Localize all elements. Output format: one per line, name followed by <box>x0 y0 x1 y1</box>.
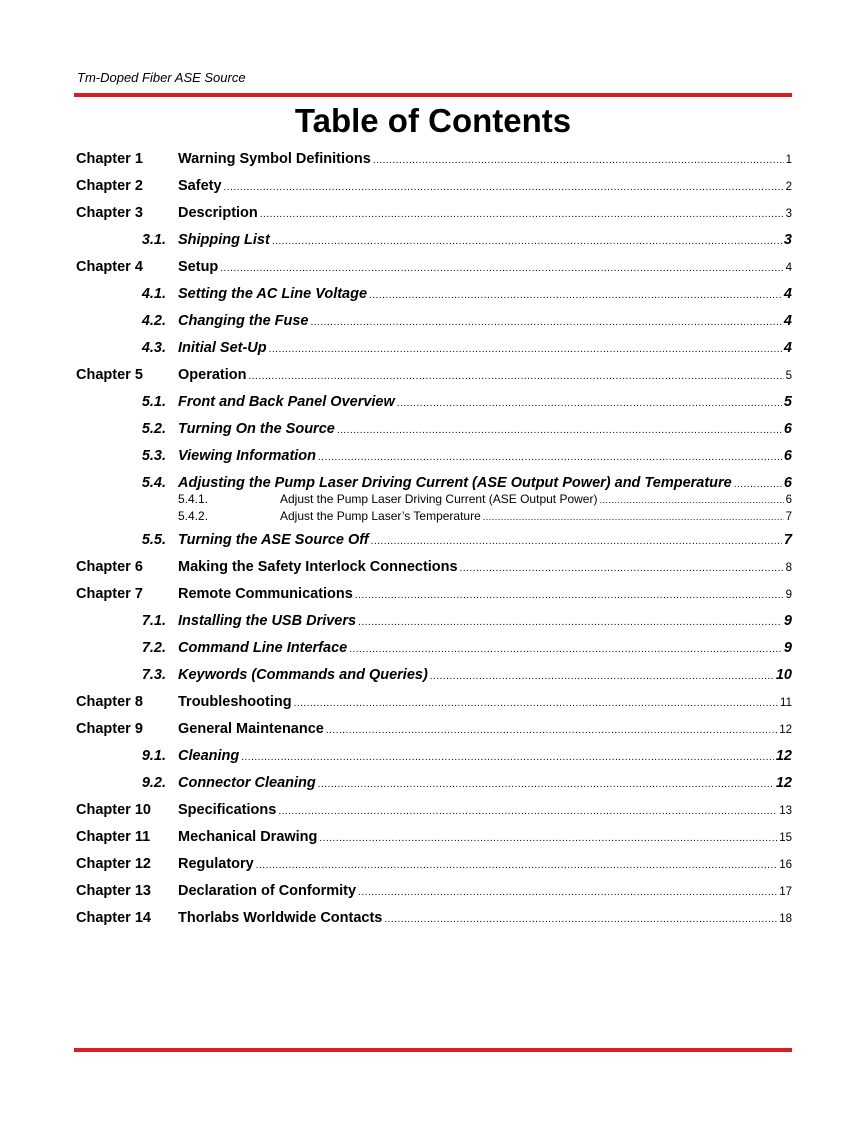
toc-entry-chapter[interactable] <box>76 824 792 851</box>
toc-entry-chapter[interactable] <box>76 173 792 200</box>
dot-leader <box>220 255 783 282</box>
toc-entry-page: 16 <box>779 859 792 871</box>
toc-entry-title: Troubleshooting <box>178 694 292 710</box>
toc-entry-page: 9 <box>785 589 792 601</box>
toc-entry-page: 12 <box>775 775 792 791</box>
header-rule <box>74 93 792 97</box>
dot-leader <box>241 744 774 771</box>
toc-entry-title: Safety <box>178 178 222 194</box>
toc-entry-number: 3.1. <box>141 232 166 248</box>
toc-entry-page: 4 <box>783 340 792 356</box>
toc-entry-title: Turning the ASE Source Off <box>178 532 369 548</box>
toc-entry-page: 12 <box>779 724 792 736</box>
toc-entry-page: 4 <box>783 286 792 302</box>
dot-leader <box>272 228 782 255</box>
toc-entry-page: 9 <box>783 613 792 629</box>
toc-entry-number: 7.2. <box>141 640 166 656</box>
toc-entry-title: Keywords (Commands and Queries) <box>178 667 428 683</box>
toc-entry-section[interactable] <box>76 443 792 470</box>
dot-leader <box>224 174 784 201</box>
dot-leader <box>349 636 782 663</box>
toc-entry-chapter[interactable] <box>76 200 792 227</box>
toc-entry-page: 6 <box>783 421 792 437</box>
toc-entry-title: Regulatory <box>178 856 254 872</box>
dot-leader <box>599 492 783 509</box>
dot-leader <box>358 609 782 636</box>
toc-entry-page: 5 <box>783 394 792 410</box>
toc-entry-chapter[interactable] <box>76 254 792 281</box>
toc-entry-page: 5 <box>785 370 792 382</box>
toc-entry-number: 9.2. <box>141 775 166 791</box>
toc-entry-section[interactable] <box>76 635 792 662</box>
toc-entry-chapter[interactable] <box>76 362 792 389</box>
toc-entry-title: Mechanical Drawing <box>178 829 318 845</box>
toc-entry-number: Chapter 7 <box>76 586 143 602</box>
dot-leader <box>397 390 782 417</box>
toc-entry-page: 15 <box>779 832 792 844</box>
dot-leader <box>460 555 784 582</box>
toc-entry-page: 12 <box>775 748 792 764</box>
toc-entry-section[interactable] <box>76 527 792 554</box>
dot-leader <box>369 282 782 309</box>
toc-entry-title: Specifications <box>178 802 277 818</box>
toc-entry-title: Initial Set-Up <box>178 340 267 356</box>
toc-entry-title: General Maintenance <box>178 721 324 737</box>
dot-leader <box>430 663 774 690</box>
toc-entry-number: 4.2. <box>141 313 166 329</box>
toc-entry-page: 8 <box>785 562 792 574</box>
toc-entry-number: Chapter 5 <box>76 367 143 383</box>
toc-entry-section[interactable] <box>76 389 792 416</box>
toc-entry-number: 4.3. <box>141 340 166 356</box>
toc-entry-page: 13 <box>779 805 792 817</box>
toc-entry-number: 9.1. <box>141 748 166 764</box>
dot-leader <box>294 690 778 717</box>
toc-entry-sub[interactable] <box>76 508 792 525</box>
toc-entry-title: Setup <box>178 259 219 275</box>
toc-entry-number: 5.4.1. <box>178 492 209 506</box>
toc-entry-sub[interactable] <box>76 491 792 508</box>
toc-entry-page: 11 <box>780 697 792 709</box>
footer-rule <box>74 1048 792 1052</box>
toc-entry-number: 5.3. <box>141 448 166 464</box>
toc-entry-title: Command Line Interface <box>178 640 348 656</box>
toc-entry-number: Chapter 8 <box>76 694 143 710</box>
toc-entry-page: 7 <box>785 511 792 523</box>
toc-entry-number: 7.1. <box>141 613 166 629</box>
toc-entry-number: Chapter 3 <box>76 205 143 221</box>
dot-leader <box>358 879 777 906</box>
toc-entry-chapter[interactable] <box>76 851 792 878</box>
toc-entry-chapter[interactable] <box>76 878 792 905</box>
toc-entry-number: 5.1. <box>141 394 166 410</box>
toc-entry-number: 5.4.2. <box>178 509 209 523</box>
toc-entry-title: Adjust the Pump Laser Driving Current (ASE Output Power) <box>280 492 598 506</box>
toc-entry-number: 4.1. <box>141 286 166 302</box>
toc-entry-chapter[interactable] <box>76 716 792 743</box>
dot-leader <box>355 582 784 609</box>
toc-entry-title: Shipping List <box>178 232 270 248</box>
toc-entry-page: 3 <box>783 232 792 248</box>
dot-leader <box>260 201 784 228</box>
dot-leader <box>319 825 777 852</box>
toc-entry-chapter[interactable] <box>76 581 792 608</box>
toc-entry-title: Adjust the Pump Laser’s Temperature <box>280 509 481 523</box>
toc-entry-page: 4 <box>783 313 792 329</box>
toc-entry-section[interactable] <box>76 770 792 797</box>
toc-entry-page: 10 <box>775 667 792 683</box>
dot-leader <box>337 417 782 444</box>
toc-entry-title: Cleaning <box>178 748 240 764</box>
toc-entry-page: 2 <box>785 181 792 193</box>
toc-entry-section[interactable] <box>76 281 792 308</box>
dot-leader <box>269 336 782 363</box>
dot-leader <box>318 771 774 798</box>
toc-entry-section[interactable] <box>76 743 792 770</box>
toc-entry-title: Making the Safety Interlock Connections <box>178 559 458 575</box>
toc-entry-number: 5.4. <box>141 475 166 491</box>
toc-entry-number: Chapter 12 <box>76 856 151 872</box>
toc-entry-number: Chapter 11 <box>76 829 151 845</box>
toc-entry-title: Connector Cleaning <box>178 775 316 791</box>
dot-leader <box>318 444 782 471</box>
toc-entry-title: Setting the AC Line Voltage <box>178 286 368 302</box>
toc-entry-title: Changing the Fuse <box>178 313 309 329</box>
toc-entry-page: 17 <box>779 886 792 898</box>
toc-entry-title: Description <box>178 205 258 221</box>
dot-leader <box>248 363 783 390</box>
toc-entry-number: 5.2. <box>141 421 166 437</box>
dot-leader <box>256 852 777 879</box>
toc-entry-title: Remote Communications <box>178 586 353 602</box>
dot-leader <box>384 906 777 933</box>
toc-entry-page: 4 <box>785 262 792 274</box>
toc-entry-number: Chapter 4 <box>76 259 143 275</box>
toc-entry-section[interactable] <box>76 608 792 635</box>
table-of-contents <box>76 146 792 932</box>
toc-entry-title: Viewing Information <box>178 448 317 464</box>
toc-entry-number: 5.5. <box>141 532 166 548</box>
dot-leader <box>278 798 777 825</box>
toc-entry-chapter[interactable] <box>76 905 792 932</box>
toc-entry-page: 6 <box>783 475 792 491</box>
toc-entry-number: Chapter 2 <box>76 178 143 194</box>
toc-entry-number: Chapter 1 <box>76 151 143 167</box>
dot-leader <box>373 147 784 174</box>
dot-leader <box>326 717 777 744</box>
toc-entry-page: 7 <box>783 532 792 548</box>
toc-entry-chapter[interactable] <box>76 554 792 581</box>
toc-entry-chapter[interactable] <box>76 146 792 173</box>
toc-entry-title: Thorlabs Worldwide Contacts <box>178 910 383 926</box>
toc-entry-title: Installing the USB Drivers <box>178 613 357 629</box>
toc-entry-chapter[interactable] <box>76 797 792 824</box>
running-header: Tm-Doped Fiber ASE Source <box>77 70 246 85</box>
toc-entry-chapter[interactable] <box>76 689 792 716</box>
toc-entry-page: 6 <box>783 448 792 464</box>
toc-entry-title: Turning On the Source <box>178 421 335 437</box>
toc-entry-page: 3 <box>785 208 792 220</box>
toc-entry-section[interactable] <box>76 335 792 362</box>
toc-entry-number: Chapter 10 <box>76 802 151 818</box>
toc-entry-title: Warning Symbol Definitions <box>178 151 371 167</box>
toc-entry-page: 18 <box>779 913 792 925</box>
toc-entry-page: 6 <box>785 494 792 506</box>
page-title: Table of Contents <box>294 102 572 139</box>
toc-entry-section[interactable] <box>76 227 792 254</box>
dot-leader <box>371 528 782 555</box>
toc-entry-page: 9 <box>783 640 792 656</box>
toc-entry-number: Chapter 6 <box>76 559 143 575</box>
toc-entry-number: Chapter 9 <box>76 721 143 737</box>
toc-entry-section[interactable] <box>76 416 792 443</box>
toc-entry-title: Declaration of Conformity <box>178 883 357 899</box>
toc-entry-title: Front and Back Panel Overview <box>178 394 395 410</box>
toc-entry-number: Chapter 13 <box>76 883 151 899</box>
toc-entry-title: Operation <box>178 367 247 383</box>
toc-entry-number: Chapter 14 <box>76 910 151 926</box>
toc-entry-page: 1 <box>785 154 792 166</box>
toc-entry-title: Adjusting the Pump Laser Driving Current (ASE Output Power) and Temperature <box>178 475 732 491</box>
dot-leader <box>483 509 784 526</box>
toc-entry-section[interactable] <box>76 662 792 689</box>
toc-entry-section[interactable] <box>76 308 792 335</box>
toc-entry-number: 7.3. <box>141 667 166 683</box>
dot-leader <box>311 309 782 336</box>
